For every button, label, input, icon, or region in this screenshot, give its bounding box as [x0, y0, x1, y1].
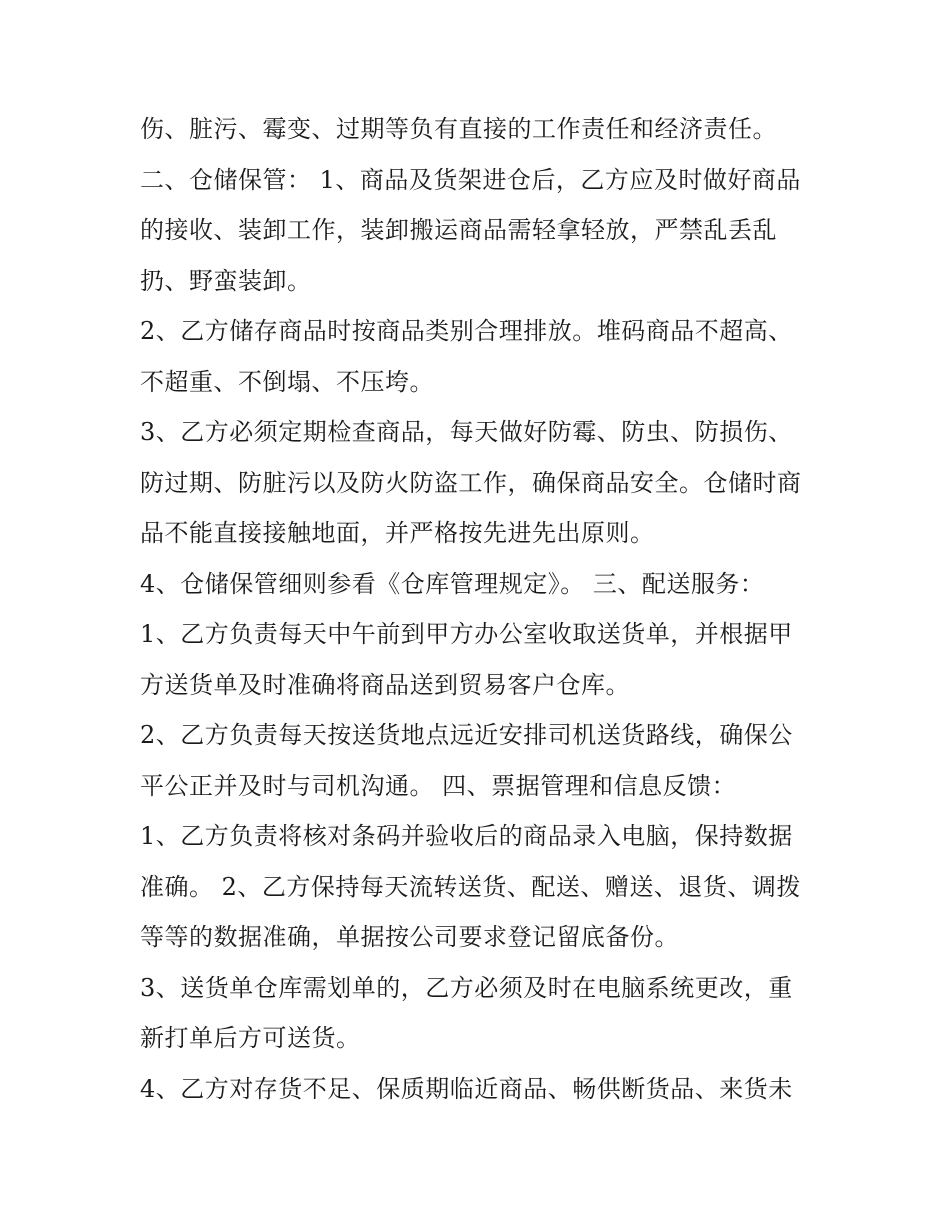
text-line: 3、乙方必须定期检查商品，每天做好防霉、防虫、防损伤、	[140, 418, 793, 446]
text-line: 扔、野蛮装卸。	[140, 266, 312, 295]
text-line: 新打单后方可送货。	[140, 1024, 361, 1052]
text-line: 1、乙方负责每天中午前到甲方办公室收取送货单，并根据甲	[140, 620, 793, 648]
text-line: 伤、脏污、霉变、过期等负有直接的工作责任和经济责任。	[140, 115, 777, 143]
text-line: 1、乙方负责将核对条码并验收后的商品录入电脑，保持数据	[140, 822, 793, 850]
text-line: 二、仓储保管： 1、商品及货架进仓后，乙方应及时做好商品	[140, 165, 801, 194]
text-line: 方送货单及时准确将商品送到贸易客户仓库。	[140, 670, 630, 699]
text-line: 4、乙方对存货不足、保质期临近商品、畅供断货品、来货未	[140, 1074, 793, 1103]
text-line: 防过期、防脏污以及防火防盗工作，确保商品安全。仓储时商	[140, 468, 802, 497]
text-line: 准确。 2、乙方保持每天流转送货、配送、赠送、退货、调拨	[140, 872, 801, 901]
text-line: 平公正并及时与司机沟通。 四、票据管理和信息反馈：	[140, 771, 737, 800]
text-line: 2、乙方储存商品时按商品类别合理排放。堆码商品不超高、	[140, 317, 793, 345]
text-line: 4、仓储保管细则参看《仓库管理规定》。 三、配送服务：	[140, 569, 765, 598]
text-line: 品不能直接接触地面，并严格按先进先出原则。	[140, 519, 655, 547]
text-line: 不超重、不倒塌、不压垮。	[140, 367, 434, 396]
text-line: 的接收、装卸工作，装卸搬运商品需轻拿轻放，严禁乱丢乱	[140, 216, 777, 244]
text-line: 3、送货单仓库需划单的，乙方必须及时在电脑系统更改，重	[140, 973, 793, 1002]
text-line: 等等的数据准确，单据按公司要求登记留底备份。	[140, 923, 679, 951]
document-body	[140, 104, 820, 1114]
text-line: 2、乙方负责每天按送货地点远近安排司机送货路线，确保公	[140, 721, 793, 749]
